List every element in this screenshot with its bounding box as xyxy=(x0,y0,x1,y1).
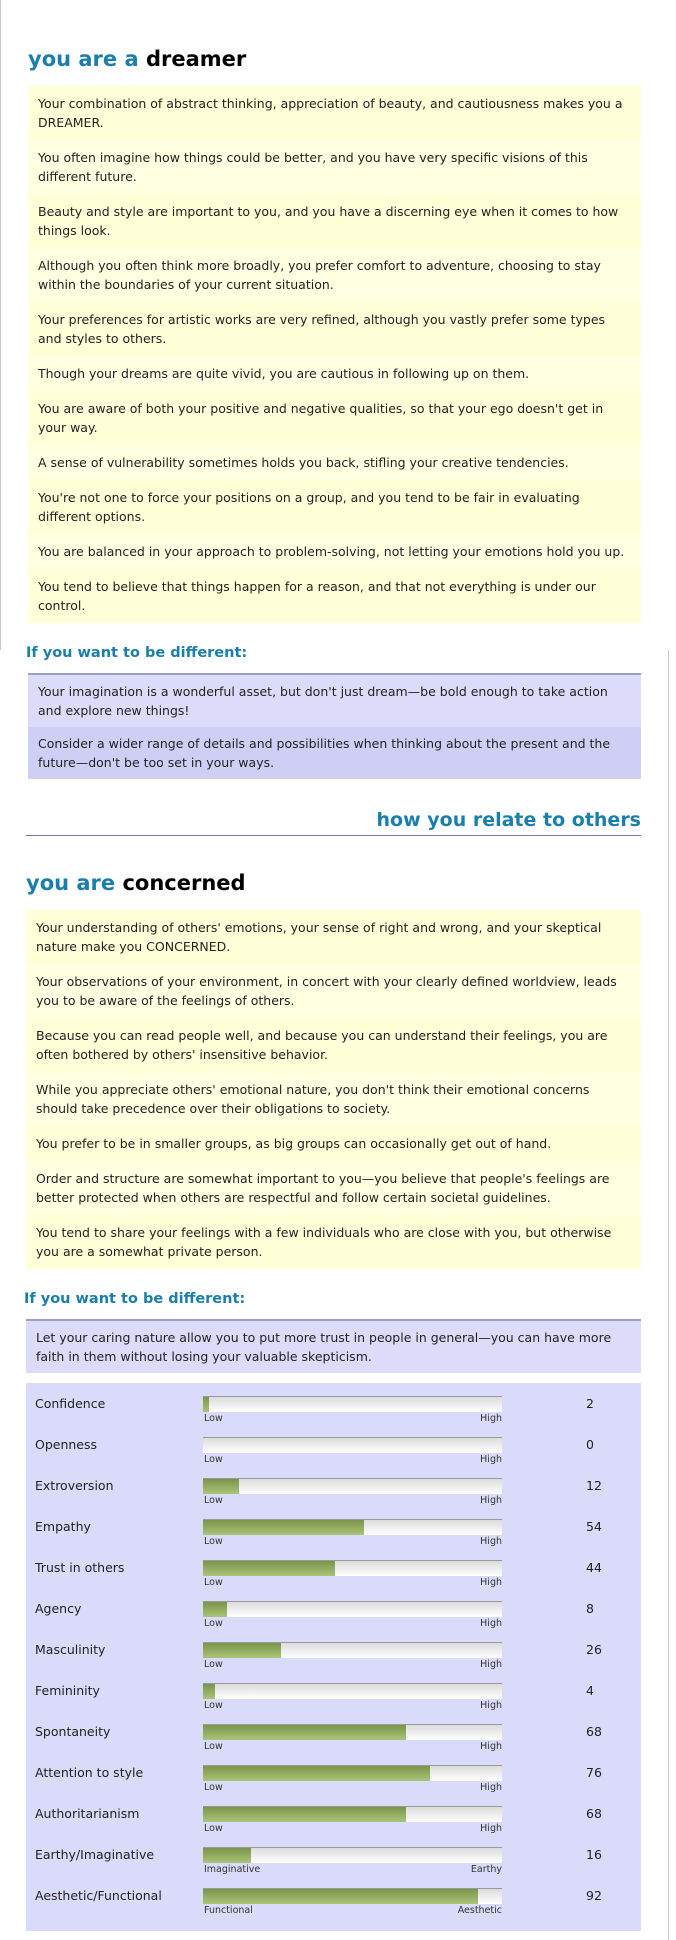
trait-bar-fill xyxy=(203,1766,430,1781)
trait-label: Femininity xyxy=(35,1683,100,1698)
description-paragraph: A sense of vulnerability sometimes holds you back, stifling your creative tendencies. xyxy=(28,445,641,480)
trait-bar-track xyxy=(203,1396,502,1412)
description-paragraph: Beauty and style are important to you, and you have a discerning eye when it comes to how things look. xyxy=(28,194,641,248)
description-paragraph: Your combination of abstract thinking, appreciation of beauty, and cautiousness makes you a DREAMER. xyxy=(28,86,641,140)
different-suggestions xyxy=(26,1319,641,1373)
trait-bar-fill xyxy=(203,1684,215,1699)
trait-value: 0 xyxy=(586,1437,594,1452)
title-prefix: you are a xyxy=(28,47,139,71)
trait-bar-fill xyxy=(203,1561,335,1576)
trait-row xyxy=(26,1469,641,1510)
trait-bar-track xyxy=(203,1560,502,1576)
trait-bar-track xyxy=(203,1601,502,1617)
trait-high-label: High xyxy=(480,1741,502,1752)
trait-bar-track xyxy=(203,1847,502,1863)
trait-label: Aesthetic/Functional xyxy=(35,1888,162,1903)
trait-bar-fill xyxy=(203,1643,281,1658)
trait-row xyxy=(26,1428,641,1469)
trait-value: 8 xyxy=(586,1601,594,1616)
trait-bar-fill xyxy=(203,1848,251,1863)
description-paragraph: While you appreciate others' emotional nature, you don't think their emotional concerns should take precedence over their obligations to society. xyxy=(26,1072,641,1126)
trait-low-label: Low xyxy=(204,1536,223,1547)
trait-high-label: High xyxy=(480,1700,502,1711)
trait-label: Earthy/Imaginative xyxy=(35,1847,155,1862)
dreamer-description xyxy=(28,86,641,623)
trait-label: Agency xyxy=(35,1601,82,1616)
description-paragraph: You are balanced in your approach to problem-solving, not letting your emotions hold you up. xyxy=(28,534,641,569)
trait-high-label: High xyxy=(480,1659,502,1670)
title-prefix: you are xyxy=(26,871,116,895)
trait-low-label: Low xyxy=(204,1454,223,1465)
trait-bar-track xyxy=(203,1642,502,1658)
trait-label: Empathy xyxy=(35,1519,91,1534)
trait-low-label: Low xyxy=(204,1577,223,1588)
description-paragraph: You are aware of both your positive and negative qualities, so that your ego doesn't get in your way. xyxy=(28,391,641,445)
description-paragraph: You tend to share your feelings with a few individuals who are close with you, but otherwise you are a somewhat private person. xyxy=(26,1215,641,1269)
trait-row xyxy=(26,1797,641,1838)
trait-low-label: Imaginative xyxy=(204,1864,261,1875)
trait-row xyxy=(26,1715,641,1756)
description-paragraph: You prefer to be in smaller groups, as big groups can occasionally get out of hand. xyxy=(26,1126,641,1161)
trait-bar-fill xyxy=(203,1397,209,1412)
concerned-section xyxy=(26,868,641,1373)
trait-value: 76 xyxy=(586,1765,602,1780)
trait-row xyxy=(26,1838,641,1879)
trait-high-label: High xyxy=(480,1823,502,1834)
trait-high-label: High xyxy=(480,1577,502,1588)
dreamer-section xyxy=(28,44,641,779)
trait-label: Masculinity xyxy=(35,1642,106,1657)
trait-high-label: High xyxy=(480,1536,502,1547)
concerned-description xyxy=(26,910,641,1269)
trait-high-label: High xyxy=(480,1454,502,1465)
right-border-rule xyxy=(668,650,669,1940)
trait-value: 92 xyxy=(586,1888,602,1903)
trait-label: Trust in others xyxy=(35,1560,125,1575)
trait-label: Openness xyxy=(35,1437,98,1452)
trait-row xyxy=(26,1510,641,1551)
trait-label: Confidence xyxy=(35,1396,106,1411)
trait-high-label: High xyxy=(480,1413,502,1424)
trait-value: 2 xyxy=(586,1396,594,1411)
trait-bar-track xyxy=(203,1683,502,1699)
trait-label: Extroversion xyxy=(35,1478,114,1493)
suggestion-item: Consider a wider range of details and possibilities when thinking about the present and the future—don't be too set in your ways. xyxy=(28,727,641,779)
description-paragraph: Although you often think more broadly, you prefer comfort to adventure, choosing to stay within the boundaries of your current situation. xyxy=(28,248,641,302)
different-heading: If you want to be different: xyxy=(26,645,248,661)
trait-low-label: Low xyxy=(204,1782,223,1793)
trait-low-label: Low xyxy=(204,1741,223,1752)
trait-row xyxy=(26,1387,641,1428)
trait-high-label: Earthy xyxy=(470,1864,502,1875)
trait-value: 16 xyxy=(586,1847,602,1862)
description-paragraph: You tend to believe that things happen for a reason, and that not everything is under our control. xyxy=(28,569,641,623)
dreamer-title xyxy=(28,44,641,74)
trait-value: 54 xyxy=(586,1519,602,1534)
description-paragraph: Because you can read people well, and because you can understand their feelings, you are often bothered by others' insensitive behavior. xyxy=(26,1018,641,1072)
suggestion-item: Let your caring nature allow you to put more trust in people in general—you can have more faith in them without losing your valuable skepticism. xyxy=(26,1321,641,1373)
trait-low-label: Low xyxy=(204,1618,223,1629)
left-border-rule xyxy=(0,0,1,650)
trait-bar-track xyxy=(203,1519,502,1535)
suggestion-item: Your imagination is a wonderful asset, but don't just dream—be bold enough to take action and explore new things! xyxy=(28,675,641,727)
trait-bar-fill xyxy=(203,1725,406,1740)
trait-bar-fill xyxy=(203,1479,239,1494)
trait-bar-fill xyxy=(203,1602,227,1617)
title-type: dreamer xyxy=(145,47,247,71)
trait-low-label: Low xyxy=(204,1413,223,1424)
trait-value: 68 xyxy=(586,1806,602,1821)
trait-low-label: Low xyxy=(204,1700,223,1711)
trait-row xyxy=(26,1592,641,1633)
trait-bar-track xyxy=(203,1806,502,1822)
trait-bar-track xyxy=(203,1724,502,1740)
description-paragraph: Order and structure are somewhat important to you—you believe that people's feelings are better protected when others are respectful and follow certain societal guidelines. xyxy=(26,1161,641,1215)
trait-high-label: Aesthetic xyxy=(457,1905,502,1916)
trait-label: Attention to style xyxy=(35,1765,144,1780)
trait-row xyxy=(26,1879,641,1920)
trait-chart xyxy=(26,1383,641,1931)
different-heading: If you want to be different: xyxy=(24,1291,246,1307)
trait-bar-fill xyxy=(203,1807,406,1822)
trait-bar-track xyxy=(203,1765,502,1781)
trait-row xyxy=(26,1756,641,1797)
trait-high-label: High xyxy=(480,1618,502,1629)
description-paragraph: Though your dreams are quite vivid, you are cautious in following up on them. xyxy=(28,356,641,391)
concerned-title xyxy=(26,868,641,898)
trait-high-label: High xyxy=(480,1495,502,1506)
description-paragraph: Your observations of your environment, in concert with your clearly defined worldview, leads you to be aware of the feelings of others. xyxy=(26,964,641,1018)
trait-bar-track xyxy=(203,1478,502,1494)
trait-low-label: Low xyxy=(204,1823,223,1834)
trait-low-label: Functional xyxy=(204,1905,253,1916)
description-paragraph: You're not one to force your positions on a group, and you tend to be fair in evaluating different options. xyxy=(28,480,641,534)
trait-bar-fill xyxy=(203,1520,364,1535)
trait-label: Authoritarianism xyxy=(35,1806,140,1821)
description-paragraph: Your preferences for artistic works are very refined, although you vastly prefer some types and styles to others. xyxy=(28,302,641,356)
trait-low-label: Low xyxy=(204,1659,223,1670)
trait-value: 68 xyxy=(586,1724,602,1739)
trait-value: 44 xyxy=(586,1560,602,1575)
trait-row xyxy=(26,1633,641,1674)
trait-row xyxy=(26,1674,641,1715)
trait-value: 26 xyxy=(586,1642,602,1657)
trait-bar-track xyxy=(203,1888,502,1904)
trait-row xyxy=(26,1551,641,1592)
description-paragraph: Your understanding of others' emotions, your sense of right and wrong, and your skeptical nature make you CONCERNED. xyxy=(26,910,641,964)
relate-heading: how you relate to others xyxy=(26,807,641,836)
trait-value: 4 xyxy=(586,1683,594,1698)
trait-low-label: Low xyxy=(204,1495,223,1506)
trait-high-label: High xyxy=(480,1782,502,1793)
different-suggestions xyxy=(28,673,641,779)
trait-label: Spontaneity xyxy=(35,1724,111,1739)
description-paragraph: You often imagine how things could be better, and you have very specific visions of this different future. xyxy=(28,140,641,194)
trait-bar-fill xyxy=(203,1889,478,1904)
title-type: concerned xyxy=(122,871,246,895)
trait-bar-track xyxy=(203,1437,502,1453)
trait-value: 12 xyxy=(586,1478,602,1493)
